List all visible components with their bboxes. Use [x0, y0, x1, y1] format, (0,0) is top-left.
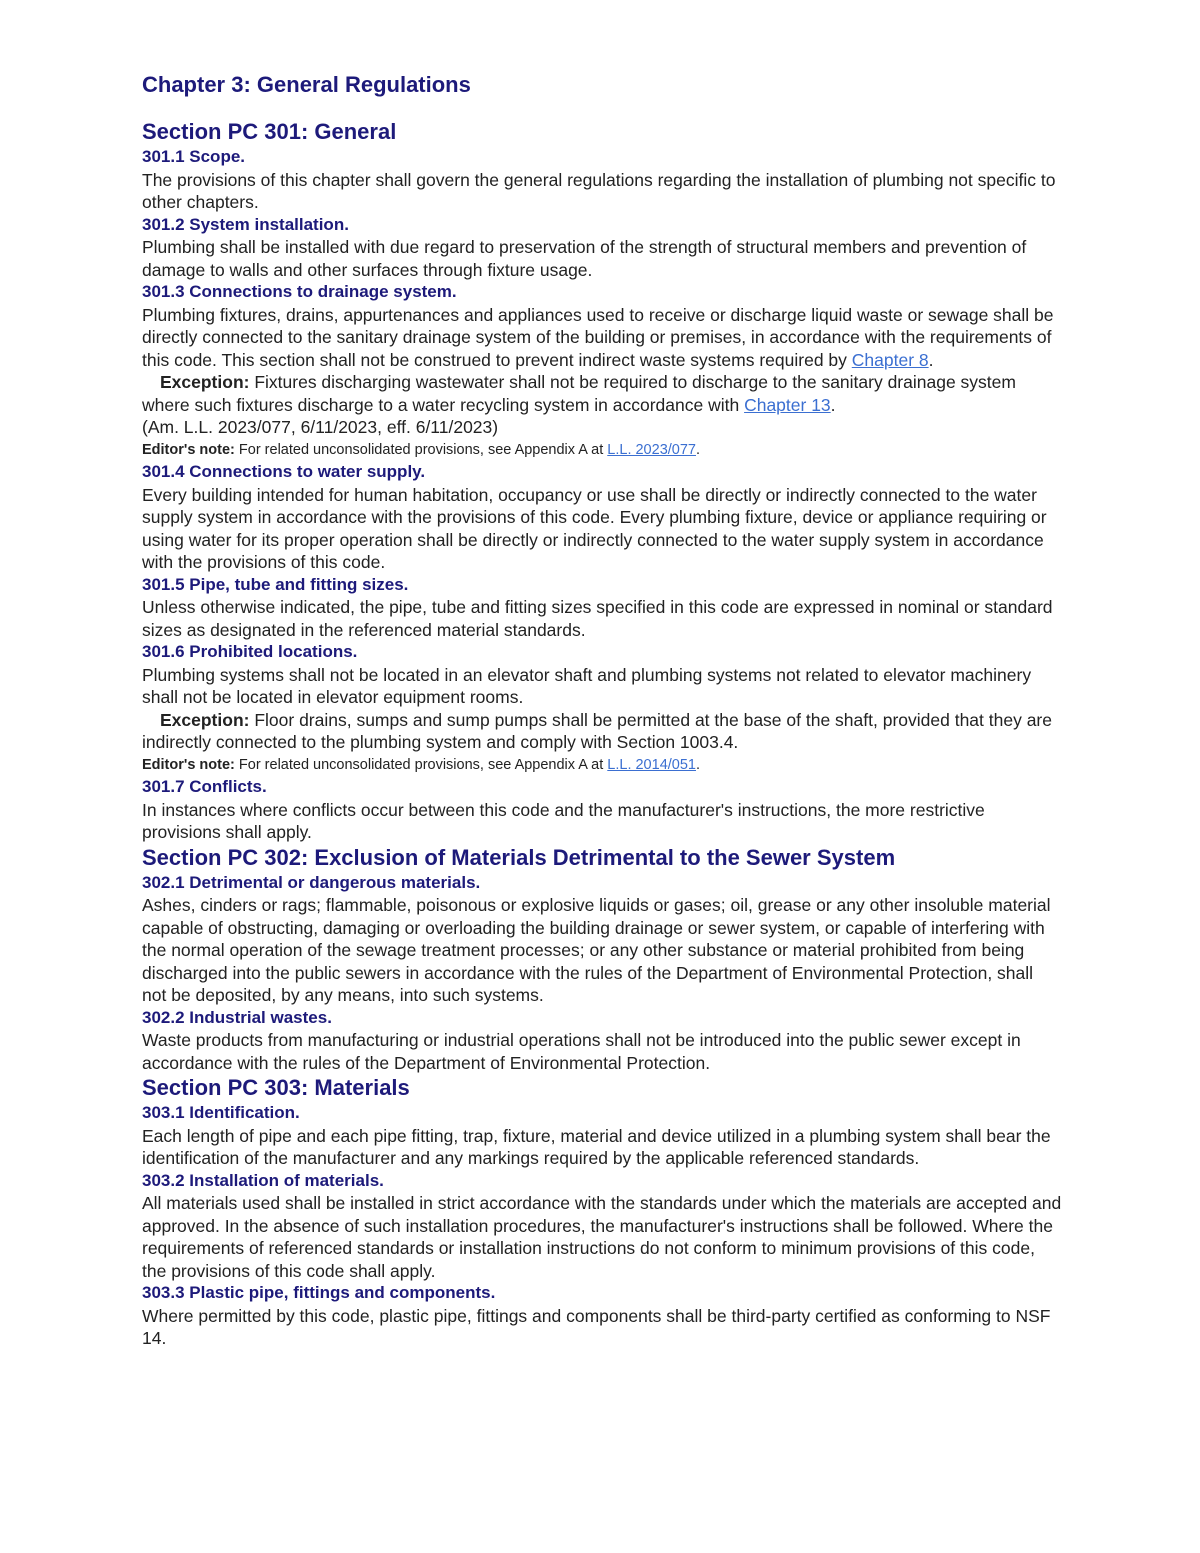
heading-303-2: 303.2 Installation of materials.	[142, 1170, 384, 1190]
text-301-3	[142, 304, 1062, 372]
text-301-7: In instances where conflicts occur between this code and the manufacturer's instructions, the more restrictive provisions shall apply.	[142, 799, 985, 842]
editor-note-text: For related unconsolidated provisions, see Appendix A at	[234, 756, 608, 773]
text-302-2: Waste products from manufacturing or industrial operations shall not be introduced into the public sewer except in accordance with the rules of the Department of Environmental Protection.	[142, 1030, 1021, 1073]
amendment-note: (Am. L.L. 2023/077, 6/11/2023, eff. 6/11/2023)	[142, 417, 499, 437]
heading-302-2: 302.2 Industrial wastes.	[142, 1007, 332, 1027]
text-303-3: Where permitted by this code, plastic pipe, fittings and components shall be third-party certified as conforming to NSF 14.	[142, 1305, 1051, 1348]
editor-note-end: .	[695, 441, 701, 458]
heading-301-7: 301.7 Conflicts.	[142, 777, 267, 796]
text-301-3-body: Plumbing fixtures, drains, appurtenances and appliances used to receive or discharge liquid waste or sewage shall be directly connected to the sanitary drainage system of the building or premises, in accordance with the requirements of this code. This section shall not be construed to prevent indirect waste systems required by	[142, 304, 1054, 370]
section-301-title: Section PC 301: General	[142, 119, 397, 144]
heading-301-3: 301.3 Connections to drainage system.	[142, 282, 457, 301]
heading-303-3: 303.3 Plastic pipe, fittings and components.	[142, 1283, 496, 1302]
editor-note-text: For related unconsolidated provisions, see Appendix A at	[234, 441, 608, 458]
text-301-6: Plumbing systems shall not be located in an elevator shaft and plumbing systems not related to elevator machinery shall not be located in elevator equipment rooms.	[142, 664, 1032, 707]
editor-note-2023	[142, 439, 1062, 462]
heading-301-2: 301.2 System installation.	[142, 214, 349, 234]
exception-label: Exception:	[160, 709, 250, 730]
exception-301-6-text: Floor drains, sumps and sump pumps shall be permitted at the base of the shaft, provided that they are indirectly connected to the plumbing system and comply with Section 1003.4.	[142, 709, 1052, 752]
ll-2023-077-link[interactable]: L.L. 2023/077	[607, 441, 696, 458]
text-301-4: Every building intended for human habitation, occupancy or use shall be directly or indirectly connected to the water supply system in accordance with the provisions of this code. Every plumbing fixture, device or appliance requiring or using water for its proper operation shall be directly or indirectly connected to the water supply system in accordance with the provisions of this code.	[142, 484, 1047, 572]
text-301-1: The provisions of this chapter shall govern the general regulations regarding the installation of plumbing not specific to other chapters.	[142, 169, 1056, 212]
editor-note-label: Editor's note:	[142, 756, 235, 773]
text-301-2: Plumbing shall be installed with due regard to preservation of the strength of structural members and prevention of damage to walls and other surfaces through fixture usage.	[142, 237, 1027, 280]
exception-301-3-end: .	[830, 394, 836, 415]
exception-label: Exception:	[160, 372, 250, 392]
section-302-title: Section PC 302: Exclusion of Materials Detrimental to the Sewer System	[142, 844, 896, 870]
text-302-1: Ashes, cinders or rags; flammable, poisonous or explosive liquids or gases; oil, grease or any other insoluble material capable of obstructing, damaging or overloading the building drainage or sewer system, or capable of interfering with the normal operation of the sewage treatment processes; or any other substance or material prohibited from being discharged into the public sewers in accordance with the rules of the Department of Environmental Protection, shall not be deposited, by any means, into such systems.	[142, 895, 1051, 1005]
heading-301-4: 301.4 Connections to water supply.	[142, 462, 426, 481]
chapter-13-link[interactable]: Chapter 13	[744, 394, 831, 415]
text-303-2: All materials used shall be installed in strict accordance with the standards under which the materials are accepted and approved. In the absence of such installation procedures, the manufacturer's instructions shall be followed. Where the requirements of referenced standards or installation instructions do not conform to minimum provisions of this code, the provisions of this code shall apply.	[142, 1193, 1062, 1281]
exception-301-3	[142, 371, 1062, 416]
text-303-1: Each length of pipe and each pipe fitting, trap, fixture, material and device utilized in a plumbing system shall bear the identification of the manufacturer and any markings required by the applicable referenced standards.	[142, 1125, 1051, 1168]
text-301-3-end: .	[928, 349, 934, 370]
chapter-8-link[interactable]: Chapter 8	[851, 349, 929, 370]
editor-note-2014	[142, 754, 1062, 777]
chapter-title: Chapter 3: General Regulations	[142, 72, 471, 97]
exception-301-3-text: Fixtures discharging wastewater shall not be required to discharge to the sanitary drainage system where such fixtures discharge to a water recycling system in accordance with	[142, 372, 1016, 415]
editor-note-end: .	[695, 756, 701, 773]
heading-301-1: 301.1 Scope.	[142, 147, 246, 166]
editor-note-label: Editor's note:	[142, 441, 235, 458]
section-303-title: Section PC 303: Materials	[142, 1075, 410, 1100]
heading-303-1: 303.1 Identification.	[142, 1103, 300, 1122]
ll-2014-051-link[interactable]: L.L. 2014/051	[607, 756, 696, 773]
heading-302-1: 302.1 Detrimental or dangerous materials.	[142, 872, 481, 892]
heading-301-6: 301.6 Prohibited locations.	[142, 642, 358, 661]
text-301-5: Unless otherwise indicated, the pipe, tube and fitting sizes specified in this code are expressed in nominal or standard sizes as designated in the referenced material standards.	[142, 597, 1053, 640]
heading-301-5: 301.5 Pipe, tube and fitting sizes.	[142, 574, 409, 594]
exception-301-6	[142, 709, 1062, 754]
